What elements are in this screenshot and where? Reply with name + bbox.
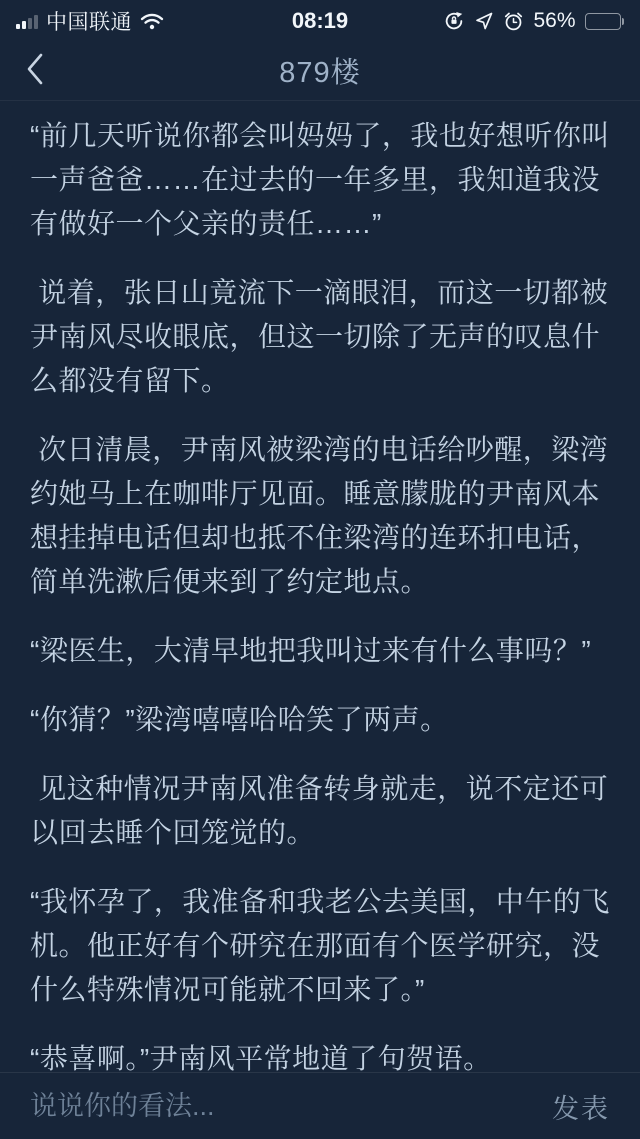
chevron-left-icon [24,52,46,89]
page-title: 879楼 [279,56,361,89]
story-paragraph: “前几天听说你都会叫妈妈了，我也好想听你叫一声爸爸……在过去的一年多里，我知道我没有做好一个父亲的责任……” [30,120,610,239]
carrier-label: 中国联通 [46,11,132,34]
battery-icon [585,13,625,30]
story-paragraph: “恭喜啊。”尹南风平常地道了句贺语。 [30,1043,492,1072]
story-paragraph: “我怀孕了，我准备和我老公去美国，中午的飞机。他正好有个研究在那面有个医学研究，没什么特殊情况可能就不回来了。” [30,886,610,1005]
story-paragraph: 次日清晨，尹南风被梁湾的电话给吵醒，梁湾约她马上在咖啡厅见面。睡意朦胧的尹南风本想挂掉电话但却也抵不住梁湾的连环扣电话，简单洗漱后便来到了约定地点。 [30,434,609,597]
back-button[interactable] [14,40,56,100]
location-arrow-icon [474,11,494,31]
comment-bar [0,1072,640,1139]
battery-percent-label: 56% [533,9,576,32]
story-paragraph: 见这种情况尹南风准备转身就走，说不定还可以回去睡个回笼觉的。 [30,773,609,848]
cellular-signal-icon [16,14,38,29]
comment-input[interactable] [30,1091,532,1122]
clock-time: 08:19 [291,8,349,33]
wifi-icon [140,12,164,30]
alarm-clock-icon [503,11,524,32]
story-paragraph: 说着，张日山竟流下一滴眼泪，而这一切都被尹南风尽收眼底，但这一切除了无声的叹息什么都没有留下。 [30,277,609,396]
status-bar [0,0,640,40]
status-right-cluster [348,9,624,33]
orientation-lock-icon [443,10,465,32]
story-paragraph: “梁医生，大清早地把我叫过来有什么事吗？” [30,635,592,666]
submit-comment-button[interactable]: 发表 [552,1087,610,1126]
nav-bar [0,40,640,101]
story-content [0,101,640,1072]
story-paragraph: “你猜？”梁湾嘻嘻哈哈笑了两声。 [30,704,449,735]
status-left-cluster [16,6,292,36]
